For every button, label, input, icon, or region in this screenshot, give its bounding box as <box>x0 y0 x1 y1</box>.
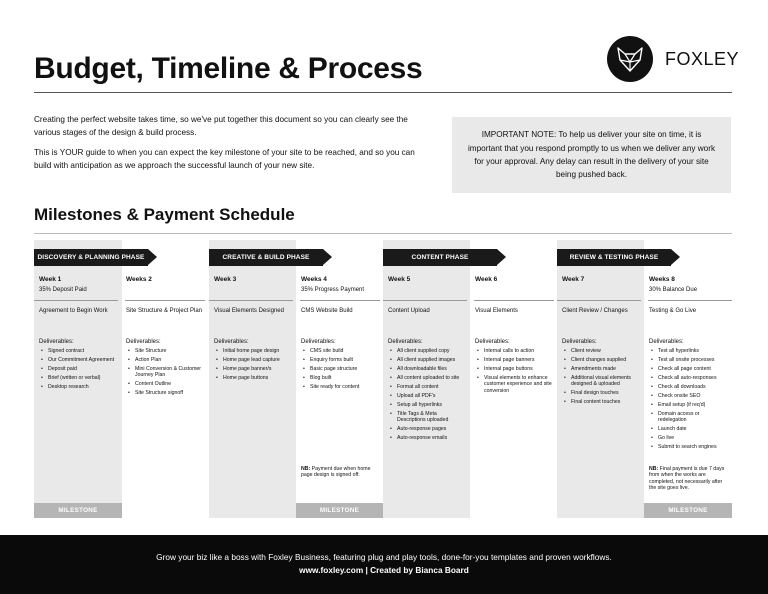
divider <box>557 300 641 301</box>
list-item: • Internal page buttons <box>475 366 552 372</box>
week-label: Weeks 8 <box>649 276 675 283</box>
divider <box>300 300 380 301</box>
list-item: • Signed contract <box>39 348 116 354</box>
list-item: • Visual elements to enhance customer experience and site conversion <box>475 375 552 394</box>
section-title: Milestones & Payment Schedule <box>34 205 295 224</box>
list-item: • All content uploaded to site <box>388 375 465 381</box>
list-item: • Title Tags & Meta Descriptions uploaded <box>388 411 465 424</box>
divider <box>474 300 554 301</box>
list-item: • Home page banner/s <box>214 366 291 372</box>
task-label: Content Upload <box>388 308 430 314</box>
divider <box>383 300 467 301</box>
deliverables-label: Deliverables: <box>301 339 336 345</box>
list-item: • Enquiry forms built <box>301 357 378 363</box>
payment-label: 35% Progress Payment <box>301 287 365 293</box>
divider <box>209 300 293 301</box>
milestone-marker: MILESTONE <box>644 503 732 518</box>
footer <box>0 535 768 594</box>
deliverables-label: Deliverables: <box>562 339 597 345</box>
list-item: • Check all downloads <box>649 384 726 390</box>
phase-arrow <box>323 249 332 265</box>
list-item: • Submit to search engines <box>649 444 726 450</box>
milestone-marker: MILESTONE <box>296 503 383 518</box>
list-item: • Format all content <box>388 384 465 390</box>
page-title: Budget, Timeline & Process <box>34 52 423 85</box>
list-item: • Test all onsite processes <box>649 357 726 363</box>
task-label: Agreement to Begin Work <box>39 308 108 314</box>
intro-paragraph-1: Creating the perfect website takes time, so we've put together this document so you can clearly see the various stages of the design & build process. <box>34 115 408 137</box>
payment-label: 35% Deposit Paid <box>39 287 87 293</box>
payment-label: 30% Balance Due <box>649 287 698 293</box>
week-label: Week 1 <box>39 276 62 283</box>
list-item: • Auto-response pages <box>388 426 465 432</box>
phase-arrow <box>497 249 506 265</box>
payment-label <box>126 287 204 299</box>
deliverables-list <box>121 348 207 399</box>
list-item: • Final design touches <box>562 390 639 396</box>
note-text: Final payment is due 7 days from when the works are completed, not necessarily after the site goes live. <box>649 466 725 491</box>
task-label: Visual Elements Designed <box>214 308 284 314</box>
list-item: • Home page lead capture <box>214 357 291 363</box>
list-item: • Check onsite SEO <box>649 393 726 399</box>
list-item: • Go live <box>649 435 726 441</box>
list-item: • Desktop research <box>39 384 116 390</box>
list-item: • Mini Conversion & Customer Journey Plan <box>126 366 203 379</box>
deliverables-label: Deliverables: <box>126 339 161 345</box>
week-column <box>121 276 207 299</box>
list-item: • Launch date <box>649 426 726 432</box>
list-item: • Final content touches <box>562 399 639 405</box>
milestone-marker: MILESTONE <box>34 503 122 518</box>
list-item: • Our Commitment Agreement <box>39 357 116 363</box>
week-label: Weeks 4 <box>301 276 327 283</box>
list-item: • Check all auto-responses <box>649 375 726 381</box>
week-label: Week 7 <box>562 276 585 283</box>
list-item: • Test all hyperlinks <box>649 348 726 354</box>
list-item: • Client review <box>562 348 639 354</box>
list-item: • Internal page banners <box>475 357 552 363</box>
list-item: • Blog built <box>301 375 378 381</box>
list-item: • Home page buttons <box>214 375 291 381</box>
week-column <box>644 276 730 299</box>
list-item: • Additional visual elements designed & uploaded <box>562 375 639 388</box>
week-label: Week 5 <box>388 276 411 283</box>
deliverables-list <box>557 348 643 408</box>
week-column <box>470 276 556 299</box>
payment-note <box>296 466 380 479</box>
deliverables-list <box>209 348 295 384</box>
deliverables-list <box>383 348 469 444</box>
payment-label <box>388 287 466 299</box>
payment-label <box>214 287 292 299</box>
task-label: Visual Elements <box>475 308 518 314</box>
payment-note <box>644 466 728 491</box>
divider <box>34 300 118 301</box>
list-item: • All downloadable files <box>388 366 465 372</box>
list-item: • Upload all PDF's <box>388 393 465 399</box>
phase-arrow <box>148 249 157 265</box>
list-item: • Check all page content <box>649 366 726 372</box>
deliverables-list <box>296 348 382 393</box>
note-text: Payment due when home page design is signed off. <box>301 466 371 479</box>
task-label: CMS Website Build <box>301 308 353 314</box>
phase-banner-discovery: DISCOVERY & PLANNING PHASE <box>34 249 148 266</box>
important-note-box <box>452 117 731 193</box>
divider <box>34 233 732 234</box>
list-item: • Auto-response emails <box>388 435 465 441</box>
payment-label <box>475 287 553 299</box>
footer-tagline: Grow your biz like a boss with Foxley Business, featuring plug and play tools, done-for-you templates and proven workflows. <box>156 552 612 562</box>
week-column <box>209 276 295 299</box>
week-column <box>296 276 382 299</box>
divider <box>125 300 205 301</box>
phase-banner-creative: CREATIVE & BUILD PHASE <box>209 249 323 266</box>
list-item: • Basic page structure <box>301 366 378 372</box>
important-note-text: IMPORTANT NOTE: To help us deliver your site on time, it is important that you respond promptly to us when we deliver any work for your approval. Any delay can result in the delivery of your site being pushed back. <box>467 130 716 180</box>
phase-banner-review: REVIEW & TESTING PHASE <box>557 249 671 266</box>
deliverables-label: Deliverables: <box>214 339 249 345</box>
list-item: • All client supplied copy <box>388 348 465 354</box>
list-item: • Site Structure <box>126 348 203 354</box>
deliverables-list <box>34 348 120 393</box>
list-item: • Content Outline <box>126 381 203 387</box>
task-label: Testing & Go Live <box>649 308 697 314</box>
list-item: • CMS site build <box>301 348 378 354</box>
deliverables-label: Deliverables: <box>649 339 684 345</box>
intro-paragraph-2: This is YOUR guide to when you can expect the key milestone of your site to be reached, and so you can build with anticipation as we approach the successful launch of your new site. <box>34 148 415 170</box>
list-item: • Client changes supplied <box>562 357 639 363</box>
phase-arrow <box>671 249 680 265</box>
list-item: • Domain access or redelegation <box>649 411 726 424</box>
note-label: NB: <box>649 466 659 472</box>
divider <box>648 300 732 301</box>
list-item: • Site ready for content <box>301 384 378 390</box>
list-item: • Brief (written or verbal) <box>39 375 116 381</box>
list-item: • Action Plan <box>126 357 203 363</box>
fox-icon <box>607 36 653 82</box>
week-column <box>557 276 643 299</box>
foxley-logo <box>607 36 739 82</box>
task-label: Site Structure & Project Plan <box>126 308 203 314</box>
deliverables-list <box>644 348 730 453</box>
divider <box>34 92 732 93</box>
deliverables-label: Deliverables: <box>388 339 423 345</box>
payment-label <box>562 287 640 299</box>
week-label: Week 6 <box>475 276 498 283</box>
brand-name: FOXLEY <box>665 48 740 69</box>
list-item: • Deposit paid <box>39 366 116 372</box>
phase-banner-content: CONTENT PHASE <box>383 249 497 266</box>
deliverables-label: Deliverables: <box>39 339 74 345</box>
list-item: • Email setup (if req'd) <box>649 402 726 408</box>
task-label: Client Review / Changes <box>562 308 628 314</box>
list-item: • Internal calls to action <box>475 348 552 354</box>
list-item: • Amendments made <box>562 366 639 372</box>
week-label: Week 3 <box>214 276 237 283</box>
week-column <box>383 276 469 299</box>
list-item: • Setup all hyperlinks <box>388 402 465 408</box>
deliverables-list <box>470 348 556 397</box>
week-label: Weeks 2 <box>126 276 152 283</box>
note-label: NB: <box>301 466 311 472</box>
list-item: • Initial home page design <box>214 348 291 354</box>
footer-credits[interactable]: www.foxley.com | Created by Bianca Board <box>299 565 469 575</box>
list-item: • All client supplied images <box>388 357 465 363</box>
week-column <box>34 276 120 299</box>
deliverables-label: Deliverables: <box>475 339 510 345</box>
list-item: • Site Structure signoff <box>126 390 203 396</box>
